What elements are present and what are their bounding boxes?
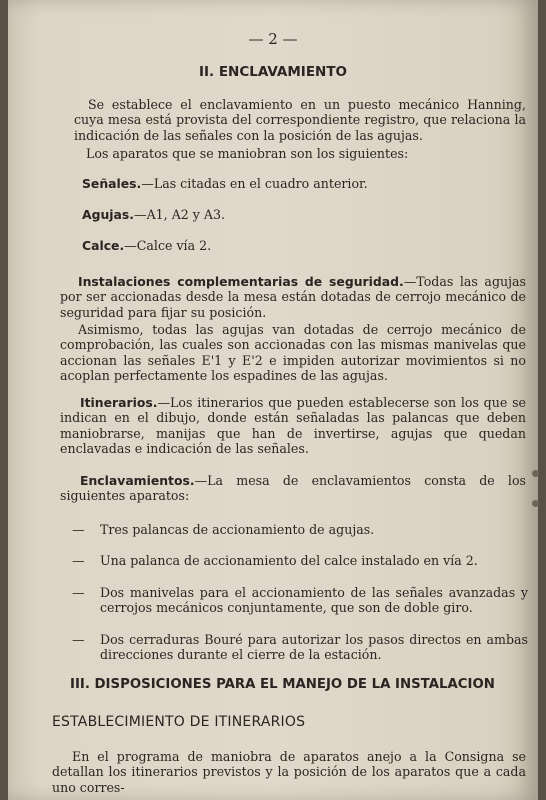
paragraph-asimismo: Asimismo, todas las agujas van dotadas de cerrojo mecánico de comprobación, las cuales son accionadas con las mismas manivelas que accionan las señales E'1 y E'2 e impiden autorizar movimientos si no acoplan perfectamente los espadines de las agujas. bbox=[60, 322, 526, 383]
agujas-label: Agujas. bbox=[82, 207, 134, 222]
paragraph-senales bbox=[82, 176, 534, 191]
list-item bbox=[72, 522, 528, 537]
senales-label: Señales. bbox=[82, 176, 142, 191]
list-item bbox=[72, 632, 528, 663]
binding-hole bbox=[532, 470, 539, 477]
dash-marker: — bbox=[72, 632, 85, 647]
paragraph-intro: Se establece el enclavamiento en un puesto mecánico Hanning, cuya mesa está provista del correspondiente registro, que relaciona la indicación de las señales con la posición de las agujas. bbox=[74, 97, 526, 143]
itinerarios-label: Itinerarios. bbox=[80, 395, 158, 410]
list-item bbox=[72, 553, 528, 568]
list-item-text: Tres palancas de accionamiento de agujas. bbox=[100, 522, 375, 537]
itinerarios-text: —Los itinerarios que pueden establecerse son los que se indican en el dibujo, donde están señaladas las palancas que deben maniobrarse, manijas que han de invertirse, agujas que quedan enclavadas e indicación de las señales. bbox=[60, 395, 526, 456]
calce-label: Calce. bbox=[82, 238, 125, 253]
paragraph-calce bbox=[82, 238, 534, 253]
dash-marker: — bbox=[72, 553, 85, 568]
paragraph-agujas bbox=[82, 207, 534, 222]
senales-text: —Las citadas en el cuadro anterior. bbox=[141, 176, 368, 191]
enclavamientos-label: Enclavamientos. bbox=[80, 473, 195, 488]
list-item bbox=[72, 585, 528, 616]
page-number: — 2 — bbox=[248, 30, 298, 48]
dash-marker: — bbox=[72, 522, 85, 537]
agujas-text: —A1, A2 y A3. bbox=[133, 207, 226, 222]
list-item-text: Dos cerraduras Bouré para autorizar los pasos directos en ambas direcciones durante el cierre de la estación. bbox=[100, 632, 528, 663]
paragraph-aparatos: Los aparatos que se maniobran son los siguientes: bbox=[86, 146, 409, 161]
dash-marker: — bbox=[72, 585, 85, 600]
paragraph-itinerarios bbox=[60, 395, 526, 456]
enclavamientos-text: —La mesa de enclavamientos consta de los siguientes aparatos: bbox=[60, 473, 526, 504]
list-item-text: Dos manivelas para el accionamiento de las señales avanzadas y cerrojos mecánicos conjuntamente, que son de doble giro. bbox=[100, 585, 528, 616]
list-item-text: Una palanca de accionamiento del calce instalado en vía 2. bbox=[100, 553, 478, 568]
paragraph-programa: En el programa de maniobra de aparatos anejo a la Consigna se detallan los itinerarios previstos y la posición de los aparatos que a cada uno corres- bbox=[52, 749, 526, 795]
paragraph-enclavamientos bbox=[60, 473, 526, 504]
subsection-title: ESTABLECIMIENTO DE ITINERARIOS bbox=[52, 714, 306, 730]
paragraph-instalaciones bbox=[60, 274, 526, 320]
binding-hole bbox=[532, 500, 539, 507]
section-title-disposiciones: III. DISPOSICIONES PARA EL MANEJO DE LA INSTALACION bbox=[70, 677, 495, 692]
instalaciones-label: Instalaciones complementarias de seguridad. bbox=[78, 274, 404, 289]
calce-text: —Calce vía 2. bbox=[124, 238, 212, 253]
document-page bbox=[8, 0, 538, 800]
section-title-enclavamiento: II. ENCLAVAMIENTO bbox=[198, 64, 348, 80]
instalaciones-text: —Todas las agujas por ser accionadas desde la mesa están dotadas de cerrojo mecánico de seguridad para fijar su posición. bbox=[60, 274, 526, 320]
